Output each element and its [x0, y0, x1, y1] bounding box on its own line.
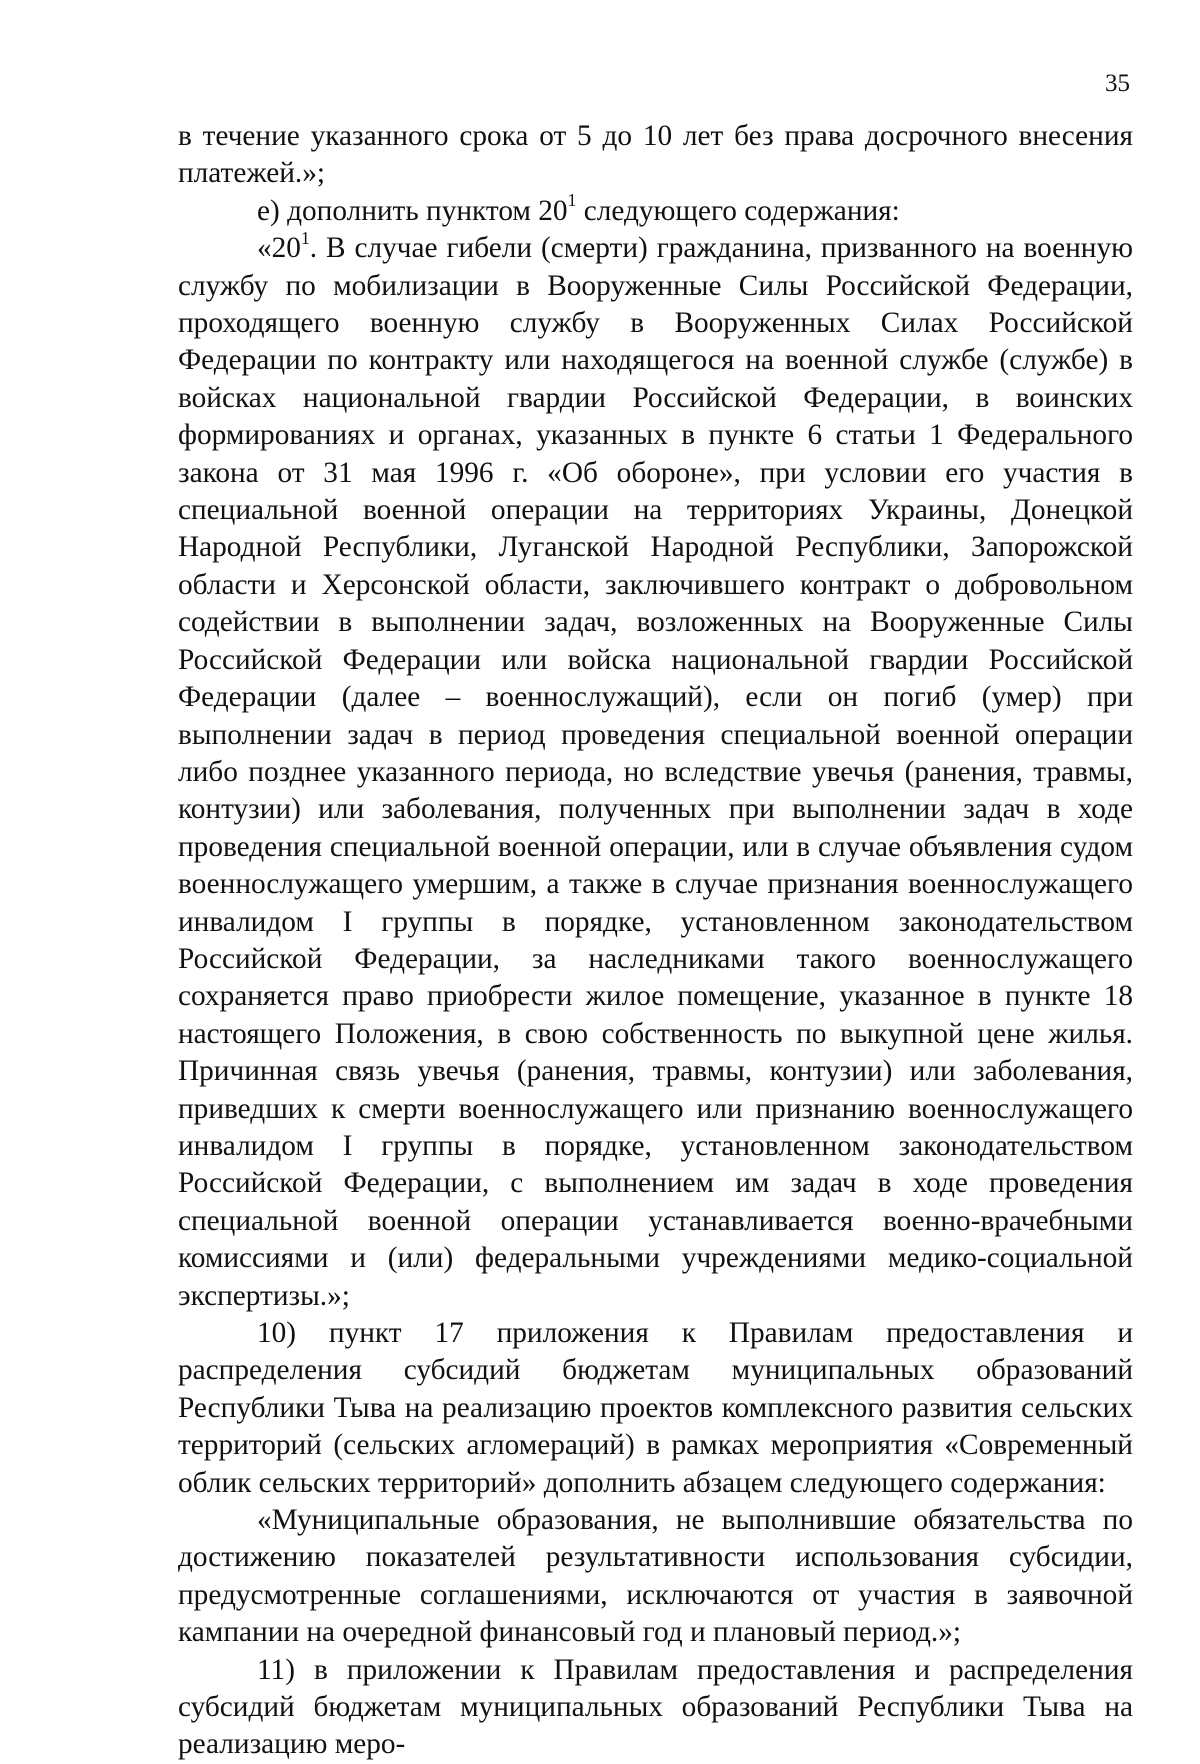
paragraph-item-10: 10) пункт 17 приложения к Правилам предоставления и распределения субсидий бюджетам муниципальных образований Республики Тыва на реализацию проектов комплексного развития сельских территорий (сельских агломераций) в рамках мероприятия «Современный облик сельских территорий» дополнить абзацем следующего содержания:	[178, 1317, 1133, 1499]
paragraph-text: . В случае гибели (смерти) гражданина, призванного на военную службу по мобилизации в Вооруженные Силы Российской Федерации, проходящего военную службу в Вооруженных Силах Российской Федерации по контракту или находящегося на военной службе (службе) в войсках национальной гвардии Российской Федерации, в воинских формированиях и органах, указанных в пункте 6 статьи 1 Федерального закона от 31 мая 1996 г. «Об обороне», при условии его участия в специальной военной операции на территориях Украины, Донецкой Народной Республики, Луганской Народной Республики, Запорожской области и Херсонской области, заключившего контракт о добровольном содействии в выполнении задач, возложенных на Вооруженные Силы Российской Федерации или войска национальной гвардии Российской Федерации (далее – военнослужащий), если он погиб (умер) при выполнении задач в период проведения специальной военной операции либо позднее указанного периода, но вследствие увечья (ранения, травмы, контузии) или заболевания, полученных при выполнении задач в ходе проведения специальной военной операции, или в случае объявления судом военнослужащего умершим, а также в случае признания военнослужащего инвалидом I группы в порядке, установленном законодательством Российской Федерации, за наследниками такого военнослужащего сохраняется право приобрести жилое помещение, указанное в пункте 18 настоящего Положения, в свою собственность по выкупной цене жилья. Причинная связь увечья (ранения, травмы, контузии) или заболевания, приведших к смерти военнослужащего или признанию военнослужащего инвалидом I группы в порядке, установленном законодательством Российской Федерации, с выполнением им задач в ходе проведения специальной военной операции устанавливается военно-врачебными комиссиями и (или) федеральными учреждениями медико-социальной экспертизы.»;	[178, 232, 1133, 1312]
paragraph-text: «20	[257, 232, 301, 265]
paragraph-item-11: 11) в приложении к Правилам предоставления и распределения субсидий бюджетам муниципальных образований Республики Тыва на реализацию меро-	[178, 1653, 1133, 1761]
paragraph-amendment-e	[178, 190, 1133, 230]
paragraph-continuation: в течение указанного срока от 5 до 10 лет без права досрочного внесения платежей.»;	[178, 120, 1133, 190]
paragraph-quote-municipal: «Муниципальные образования, не выполнившие обязательства по достижению показателей результативности использования субсидии, предусмотренные соглашениями, исключаются от участия в заявочной кампании на очередной финансовый год и плановый период.»;	[178, 1504, 1133, 1649]
superscript-index: 1	[300, 227, 310, 248]
superscript-index: 1	[567, 190, 577, 211]
document-body	[178, 118, 1133, 1764]
paragraph-clause-20-1	[178, 227, 1133, 1315]
page-number: 35	[1105, 70, 1130, 97]
paragraph-text: е) дополнить пунктом 20	[257, 194, 568, 227]
paragraph-text: следующего содержания:	[576, 194, 900, 227]
